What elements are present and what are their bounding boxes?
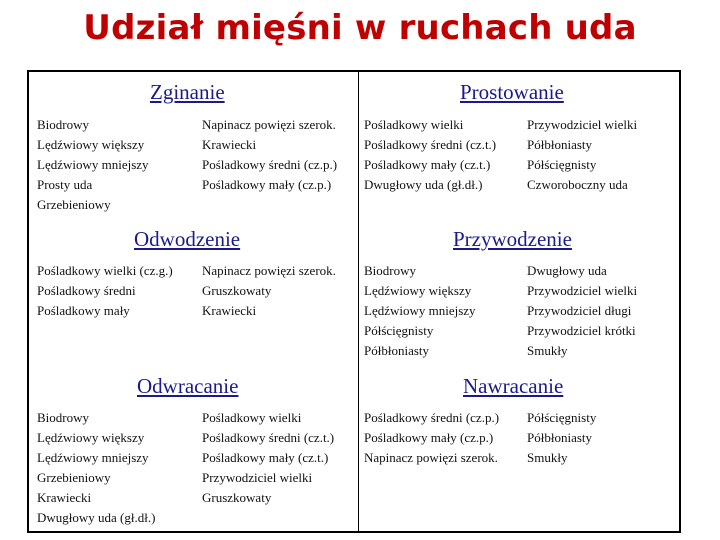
odwodzenie-col1	[37, 261, 173, 321]
muscle-item: Półbłoniasty	[527, 430, 593, 445]
muscle-item: Dwugłowy uda (gł.dł.)	[364, 177, 483, 192]
muscle-item: Lędźwiowy mniejszy	[37, 450, 149, 465]
muscle-item: Pośladkowy średni	[37, 283, 136, 298]
muscle-item: Półścięgnisty	[527, 157, 597, 172]
muscle-item: Gruszkowaty	[202, 490, 272, 505]
muscle-item: Prosty uda	[37, 177, 93, 192]
muscle-item: Napinacz powięzi szerok.	[202, 263, 336, 278]
muscle-item: Pośladkowy średni (cz.p.)	[364, 410, 500, 425]
muscle-item: Przywodziciel wielki	[527, 117, 638, 132]
muscle-item: Pośladkowy wielki	[364, 117, 464, 132]
przywodzenie-col2	[527, 261, 637, 361]
muscle-item: Grzebieniowy	[37, 197, 111, 212]
muscle-item: Półbłoniasty	[364, 343, 430, 358]
muscle-item: Gruszkowaty	[202, 283, 272, 298]
muscle-item: Lędźwiowy większy	[364, 283, 472, 298]
muscle-item: Przywodziciel wielki	[202, 470, 313, 485]
muscle-item: Pośladkowy wielki (cz.g.)	[37, 263, 173, 278]
muscle-item: Biodrowy	[364, 263, 416, 278]
muscle-item: Biodrowy	[37, 410, 89, 425]
muscle-item: Półścięgnisty	[527, 410, 597, 425]
muscle-item: Smukły	[527, 343, 568, 358]
muscle-item: Napinacz powięzi szerok.	[202, 117, 336, 132]
przywodzenie-col1	[364, 261, 476, 361]
heading-przywodzenie: Przywodzenie	[453, 227, 572, 251]
odwracanie-col2	[202, 408, 334, 508]
nawracanie-col2	[527, 408, 596, 468]
muscle-item: Pośladkowy mały (cz.t.)	[202, 450, 329, 465]
muscle-item: Pośladkowy średni (cz.p.)	[202, 157, 338, 172]
muscle-item: Dwugłowy uda (gł.dł.)	[37, 510, 156, 525]
muscle-item: Półbłoniasty	[527, 137, 593, 152]
heading-zginanie: Zginanie	[150, 80, 225, 104]
muscle-item: Przywodziciel długi	[527, 303, 632, 318]
muscle-item: Pośladkowy średni (cz.t.)	[364, 137, 497, 152]
prostowanie-col1	[364, 115, 496, 195]
heading-odwracanie: Odwracanie	[137, 374, 239, 398]
odwodzenie-col2	[202, 261, 336, 321]
muscle-item: Smukły	[527, 450, 568, 465]
muscle-item: Lędźwiowy mniejszy	[364, 303, 476, 318]
muscle-item: Pośladkowy mały	[37, 303, 130, 318]
muscle-item: Biodrowy	[37, 117, 89, 132]
muscle-item: Grzebieniowy	[37, 470, 111, 485]
zginanie-col1	[37, 115, 149, 215]
muscle-item: Przywodziciel wielki	[527, 283, 638, 298]
column-divider	[358, 72, 359, 531]
muscle-item: Pośladkowy mały (cz.p.)	[202, 177, 332, 192]
muscle-item: Przywodziciel krótki	[527, 323, 636, 338]
muscle-item: Krawiecki	[37, 490, 92, 505]
muscle-item: Pośladkowy mały (cz.t.)	[364, 157, 491, 172]
muscle-item: Pośladkowy mały (cz.p.)	[364, 430, 494, 445]
muscle-item: Czworoboczny uda	[527, 177, 628, 192]
nawracanie-col1	[364, 408, 499, 468]
muscle-item: Krawiecki	[202, 303, 257, 318]
page-title: Udział mięśni w ruchach uda	[83, 8, 637, 48]
heading-nawracanie: Nawracanie	[463, 374, 564, 398]
muscle-item: Lędźwiowy mniejszy	[37, 157, 149, 172]
muscle-table	[27, 70, 681, 533]
odwracanie-col1	[37, 408, 155, 528]
muscle-item: Krawiecki	[202, 137, 257, 152]
muscle-item: Pośladkowy wielki	[202, 410, 302, 425]
muscle-item: Lędźwiowy większy	[37, 430, 145, 445]
heading-prostowanie: Prostowanie	[460, 80, 564, 104]
muscle-item: Półścięgnisty	[364, 323, 434, 338]
zginanie-col2	[202, 115, 337, 195]
muscle-item: Lędźwiowy większy	[37, 137, 145, 152]
muscle-item: Napinacz powięzi szerok.	[364, 450, 498, 465]
prostowanie-col2	[527, 115, 637, 195]
muscle-item: Pośladkowy średni (cz.t.)	[202, 430, 335, 445]
heading-odwodzenie: Odwodzenie	[134, 227, 241, 251]
muscle-item: Dwugłowy uda	[527, 263, 607, 278]
